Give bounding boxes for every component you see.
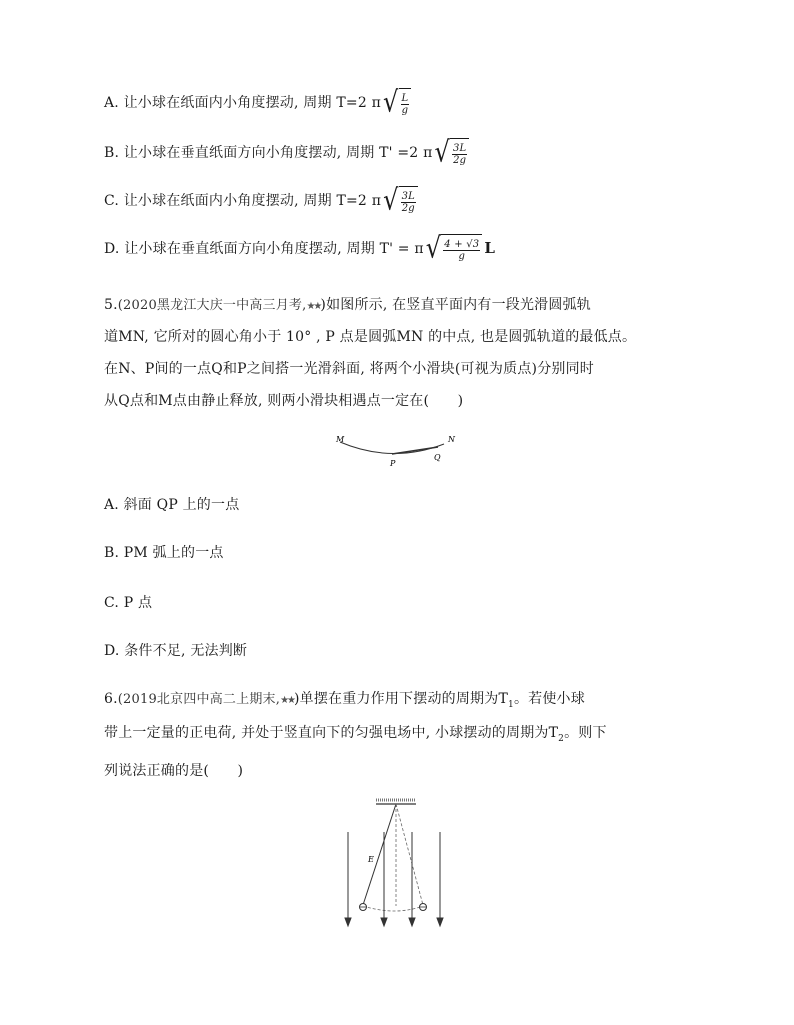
q6-stem-line-3: 列说法正确的是( ) <box>104 763 244 779</box>
label-q: Q <box>434 453 441 462</box>
q6-stem-line-2: 带上一定量的正电荷, 并处于竖直向下的匀强电场中, 小球摆动的周期为$T_2$。则下 <box>104 725 607 744</box>
difficulty-star-icon: ★★ <box>306 301 321 312</box>
arc-track-figure <box>330 432 460 472</box>
q4-option-c: C. 让小球在纸面内小角度摆动, 周期 T=2 π √ $\frac{3L}{2g}$ <box>104 186 418 214</box>
swing-arc <box>363 906 423 911</box>
label-e: E <box>368 855 374 864</box>
label-p: P <box>390 459 396 468</box>
q5-option-d: D. 条件不足, 无法判断 <box>104 643 248 659</box>
q4-option-d: D. 让小球在垂直纸面方向小角度摆动, 周期 T' = π √ $\frac{4 + √3}{g}$ L <box>104 231 496 265</box>
difficulty-star-icon: ★★ <box>280 695 294 706</box>
sqrt-expression: √ $\frac{3L}{2g}$ <box>434 138 469 166</box>
q5-stem-line-3: 在N、P间的一点Q和P之间搭一光滑斜面, 将两个小滑块(可视为质点)分别同时 <box>104 361 594 377</box>
sqrt-expression: √ $\frac{3L}{2g}$ <box>383 186 418 214</box>
q4-option-a: A. 让小球在纸面内小角度摆动, 周期 T=2 π √ $\frac{L}{g}$ <box>104 88 411 116</box>
q4-option-b: B. 让小球在垂直纸面方向小角度摆动, 周期 T' =2 π √ $\frac{3L}{2g}$ <box>104 138 469 166</box>
q5-option-b: B. PM 弧上的一点 <box>104 545 224 561</box>
q5-option-a: A. 斜面 QP 上的一点 <box>104 497 240 513</box>
q5-option-c: C. P 点 <box>104 595 153 611</box>
label-n: N <box>448 435 455 444</box>
incline-qp <box>392 447 438 454</box>
sqrt-expression: √ $\frac{L}{g}$ <box>383 88 411 116</box>
q6-stem-line-1: 6.(2019北京四中高二上期末,★★)单摆在重力作用下摆动的周期为$T_1$。若使小球 <box>104 691 585 710</box>
sqrt-expression: √ $\frac{4 + √3}{g}$ <box>426 234 483 262</box>
swing-line <box>396 804 423 905</box>
field-lines <box>345 832 443 926</box>
pendulum-field-figure <box>340 798 450 928</box>
q5-stem-line-1: 5.(2020黑龙江大庆一中高三月考,★★)如图所示, 在竖直平面内有一段光滑圆弧轨 <box>104 297 591 313</box>
label-m: M <box>336 435 345 444</box>
q5-stem-line-4: 从Q点和M点由静止释放, 则两小滑块相遇点一定在( ) <box>104 393 464 409</box>
q5-stem-line-2: 道MN, 它所对的圆心角小于 10° , P 点是圆弧MN 的中点, 也是圆弧轨道的最低点。 <box>104 329 637 345</box>
